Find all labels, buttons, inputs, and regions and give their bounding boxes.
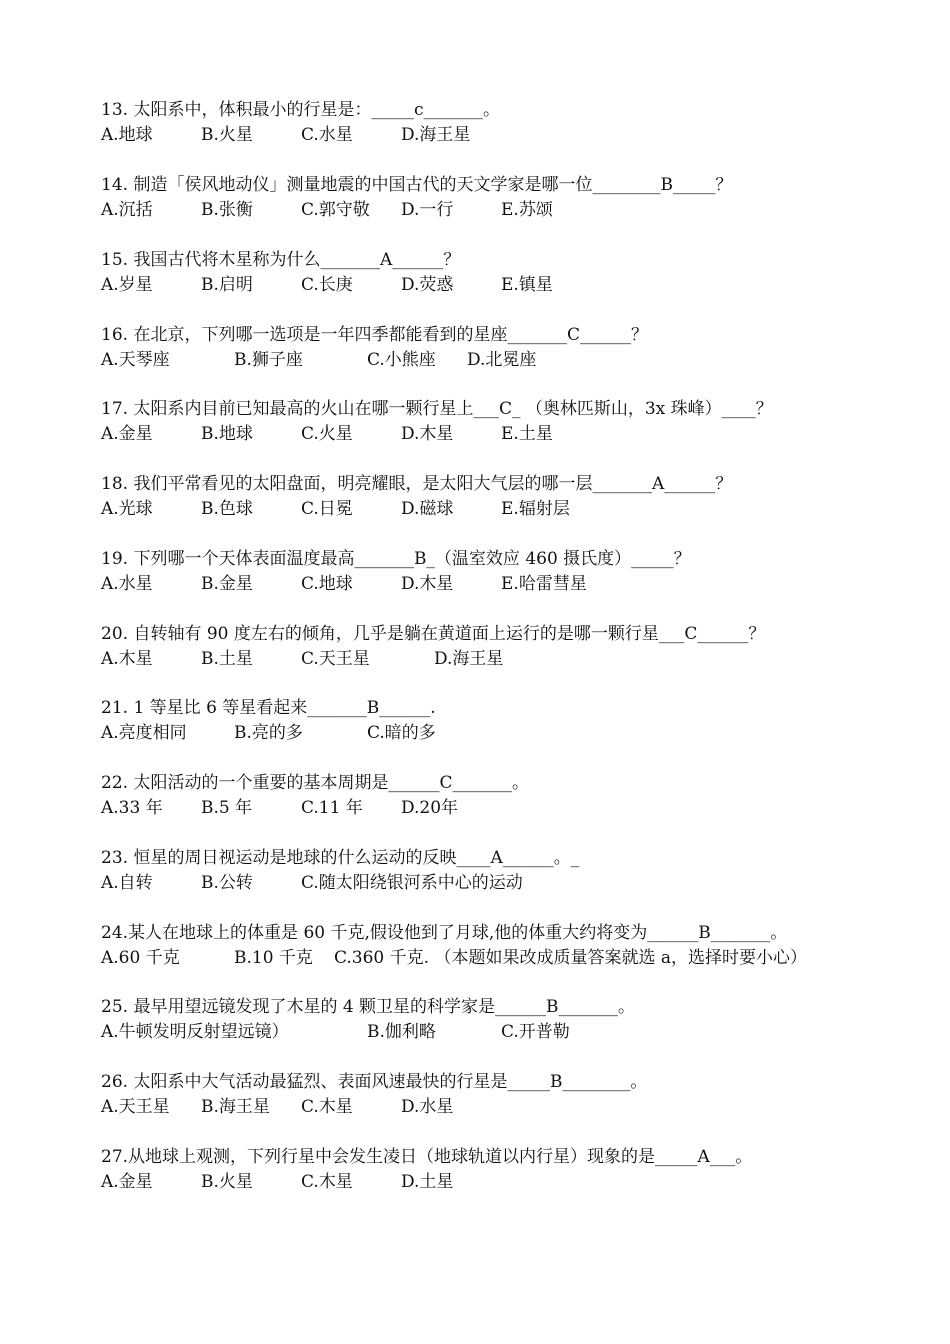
question-text: 15. 我国古代将木星称为什么_______A______？	[101, 250, 461, 270]
option-b: B.张衡	[201, 200, 253, 220]
option-b: B.亮的多	[234, 723, 303, 743]
options-row	[101, 721, 901, 746]
option-e: E.苏颂	[501, 200, 553, 220]
option-c: C.郭守敬	[301, 200, 370, 220]
question-text: 17. 太阳系内目前已知最高的火山在哪一颗行星上___C_ （奥林匹斯山，3x 珠峰）____？	[101, 399, 773, 419]
option-d: D.荧惑	[401, 275, 454, 295]
option-a: A.60 千克	[101, 948, 180, 968]
option-a: A.金星	[101, 424, 153, 444]
option-a: A.沉括	[101, 200, 153, 220]
question-27	[101, 1145, 901, 1195]
option-e: E.镇星	[501, 275, 553, 295]
option-b: B.狮子座	[234, 350, 303, 370]
question-16	[101, 323, 901, 373]
option-b: B.火星	[201, 125, 253, 145]
option-c: C.小熊座	[367, 350, 436, 370]
options-row	[101, 796, 901, 821]
question-19	[101, 547, 901, 597]
options-row	[101, 871, 901, 896]
options-row	[101, 123, 901, 148]
options-row	[101, 198, 901, 223]
option-d: D.海王星	[434, 649, 504, 669]
question-23	[101, 846, 901, 896]
option-b: B.10 千克	[234, 948, 313, 968]
option-b: B.海王星	[201, 1097, 270, 1117]
options-row	[101, 572, 901, 597]
option-c: C.随太阳绕银河系中心的运动	[301, 873, 523, 893]
option-d: D.木星	[401, 574, 454, 594]
option-a: A.水星	[101, 574, 153, 594]
option-c: C.日冕	[301, 499, 353, 519]
option-b: B.金星	[201, 574, 253, 594]
options-row	[101, 348, 901, 373]
question-text: 23. 恒星的周日视运动是地球的什么运动的反映____A______。_	[101, 848, 580, 868]
option-b: B.火星	[201, 1172, 253, 1192]
option-c: C.11 年	[301, 798, 363, 818]
question-text: 22. 太阳活动的一个重要的基本周期是______C_______。	[101, 773, 529, 793]
options-row	[101, 946, 901, 971]
option-b: B.伽利略	[367, 1022, 436, 1042]
option-d: D.海王星	[401, 125, 471, 145]
option-b: B.5 年	[201, 798, 253, 818]
question-26	[101, 1070, 901, 1120]
option-a: A.自转	[101, 873, 153, 893]
option-e: E.土星	[501, 424, 553, 444]
option-d: D.土星	[401, 1172, 454, 1192]
option-b: B.地球	[201, 424, 253, 444]
question-20	[101, 622, 901, 672]
question-13	[101, 98, 901, 148]
question-21	[101, 696, 901, 746]
option-c: C.木星	[301, 1172, 353, 1192]
option-e: E.辐射层	[501, 499, 570, 519]
option-a: A.天琴座	[101, 350, 170, 370]
option-b: B.色球	[201, 499, 253, 519]
option-a: A.金星	[101, 1172, 153, 1192]
question-text: 16. 在北京，下列哪一选项是一年四季都能看到的星座_______C______？	[101, 325, 648, 345]
option-b: B.公转	[201, 873, 253, 893]
question-text: 18. 我们平常看见的太阳盘面，明亮耀眼，是太阳大气层的哪一层_______A______？	[101, 474, 733, 494]
question-text: 24.某人在地球上的体重是 60 千克,假设他到了月球,他的体重大约将变为______B_______。	[101, 923, 788, 943]
option-c: C.水星	[301, 125, 353, 145]
question-text: 20. 自转轴有 90 度左右的倾角，几乎是躺在黄道面上运行的是哪一颗行星___C______？	[101, 624, 766, 644]
options-row	[101, 647, 901, 672]
question-18	[101, 472, 901, 522]
option-c: C.长庚	[301, 275, 353, 295]
question-text: 13. 太阳系中，体积最小的行星是：_____c_______。	[101, 100, 500, 120]
option-d: D.磁球	[401, 499, 454, 519]
option-a: A.地球	[101, 125, 153, 145]
option-c: C.开普勒	[501, 1022, 570, 1042]
option-e: E.哈雷彗星	[501, 574, 587, 594]
options-row	[101, 273, 901, 298]
options-row	[101, 497, 901, 522]
option-d: D.木星	[401, 424, 454, 444]
option-c: C.360 千克. （本题如果改成质量答案就选 a，选择时要小心）	[334, 948, 808, 968]
option-d: D.一行	[401, 200, 454, 220]
option-a: A.岁星	[101, 275, 153, 295]
options-row	[101, 422, 901, 447]
option-a: A.33 年	[101, 798, 163, 818]
question-text: 21. 1 等星比 6 等星看起来_______B______.	[101, 698, 436, 718]
option-c: C.木星	[301, 1097, 353, 1117]
option-a: A.木星	[101, 649, 153, 669]
option-c: C.火星	[301, 424, 353, 444]
question-25	[101, 995, 901, 1045]
question-22	[101, 771, 901, 821]
question-text: 27.从地球上观测，下列行星中会发生凌日（地球轨道以内行星）现象的是_____A___。	[101, 1147, 753, 1167]
question-text: 14. 制造「侯风地动仪」测量地震的中国古代的天文学家是哪一位________B_____？	[101, 175, 733, 195]
options-row	[101, 1170, 901, 1195]
question-14	[101, 173, 901, 223]
question-text: 19. 下列哪一个天体表面温度最高_______B_（温室效应 460 摄氏度）_____？	[101, 549, 691, 569]
option-b: B.土星	[201, 649, 253, 669]
option-c: C.地球	[301, 574, 353, 594]
question-15	[101, 248, 901, 298]
question-text: 25. 最早用望远镜发现了木星的 4 颗卫星的科学家是______B_______。	[101, 997, 636, 1017]
option-c: C.暗的多	[367, 723, 436, 743]
option-a: A.亮度相同	[101, 723, 187, 743]
question-24	[101, 921, 901, 971]
options-row	[101, 1095, 901, 1120]
option-d: D.20年	[401, 798, 459, 818]
option-a: A.天王星	[101, 1097, 170, 1117]
option-a: A.牛顿发明反射望远镜）	[101, 1022, 289, 1042]
question-17	[101, 397, 901, 447]
option-a: A.光球	[101, 499, 153, 519]
option-d: D.水星	[401, 1097, 454, 1117]
option-c: C.天王星	[301, 649, 370, 669]
option-d: D.北冕座	[467, 350, 537, 370]
option-b: B.启明	[201, 275, 253, 295]
question-text: 26. 太阳系中大气活动最猛烈、表面风速最快的行星是_____B________。	[101, 1072, 648, 1092]
options-row	[101, 1020, 901, 1045]
